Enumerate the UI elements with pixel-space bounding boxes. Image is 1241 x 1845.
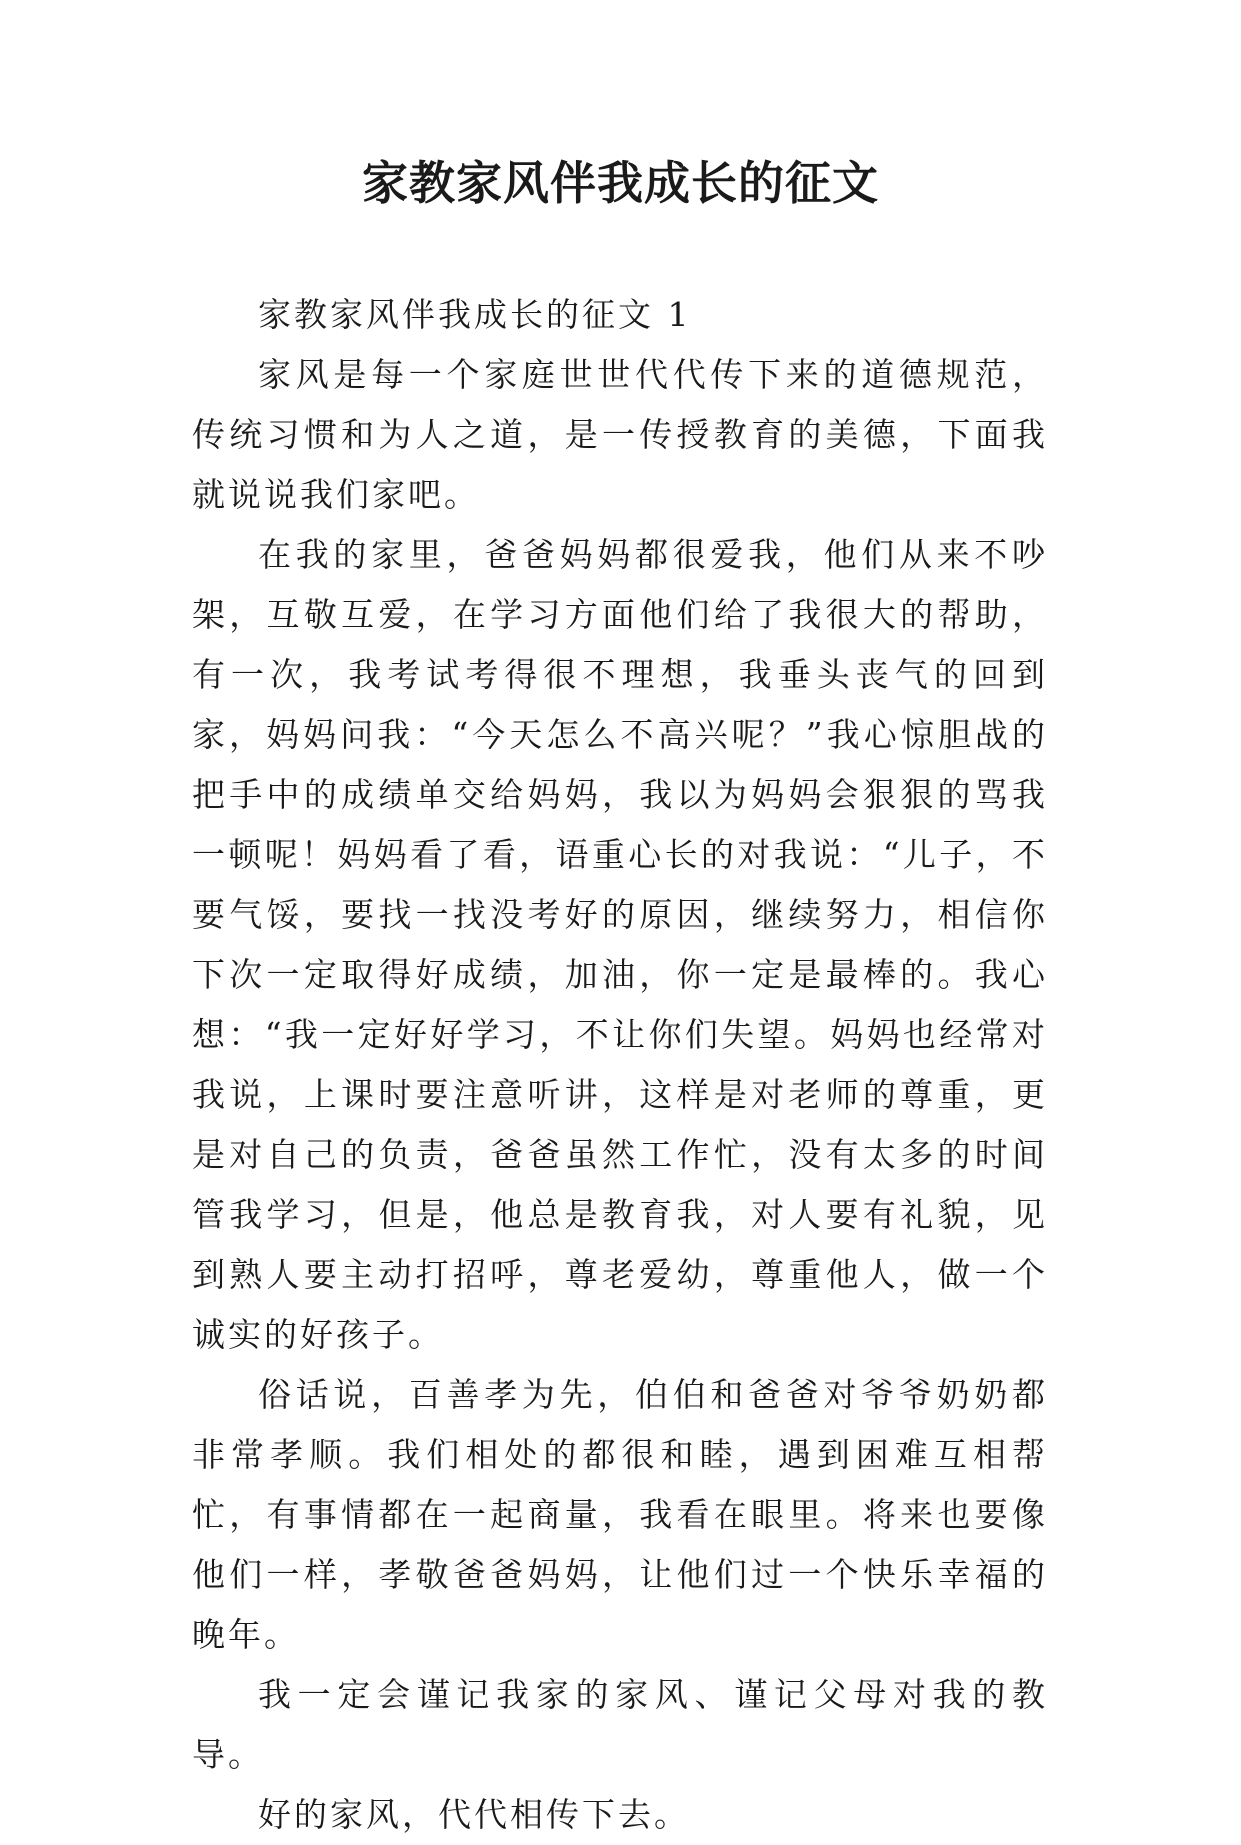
document-title: 家教家风伴我成长的征文 xyxy=(362,156,879,210)
section-heading: 家教家风伴我成长的征文 1 xyxy=(258,295,692,334)
paragraph-remember: 我一定会谨记我家的家风、谨记父母对我的教导。 xyxy=(192,1675,1048,1774)
paragraph-family-story: 在我的家里，爸爸妈妈都很爱我，他们从来不吵架，互敬互爱，在学习方面他们给了我很大的帮助，有一次，我考试考得很不理想，我垂头丧气的回到家，妈妈问我：“今天怎么不高兴呢？”我心惊胆战的把手中的成绩单交给妈妈，我以为妈妈会狠狠的骂我一顿呢！妈妈看了看，语重心长的对我说：“儿子，不要气馁，要找一找没考好的原因，继续努力，相信你下次一定取得好成绩，加油，你一定是最棒的。我心想：“我一定好好学习，不让你们失望。妈妈也经常对我说，上课时要注意听讲，这样是对老师的尊重，更是对自己的负责，爸爸虽然工作忙，没有太多的时间管我学习，但是，他总是教育我，对人要有礼貌，见到熟人要主动打招呼，尊老爱幼，尊重他人，做一个诚实的好孩子。 xyxy=(192,535,1048,1354)
paragraph-filial-piety: 俗话说，百善孝为先，伯伯和爸爸对爷爷奶奶都非常孝顺。我们相处的都很和睦，遇到困难互相帮忙，有事情都在一起商量，我看在眼里。将来也要像他们一样，孝敬爸爸妈妈，让他们过一个快乐幸福的晚年。 xyxy=(192,1375,1048,1654)
paragraph-closing: 好的家风，代代相传下去。 xyxy=(258,1795,690,1834)
paragraph-intro: 家风是每一个家庭世世代代传下来的道德规范，传统习惯和为人之道，是一传授教育的美德，下面我就说说我们家吧。 xyxy=(192,355,1048,514)
document-body xyxy=(192,285,1048,1845)
